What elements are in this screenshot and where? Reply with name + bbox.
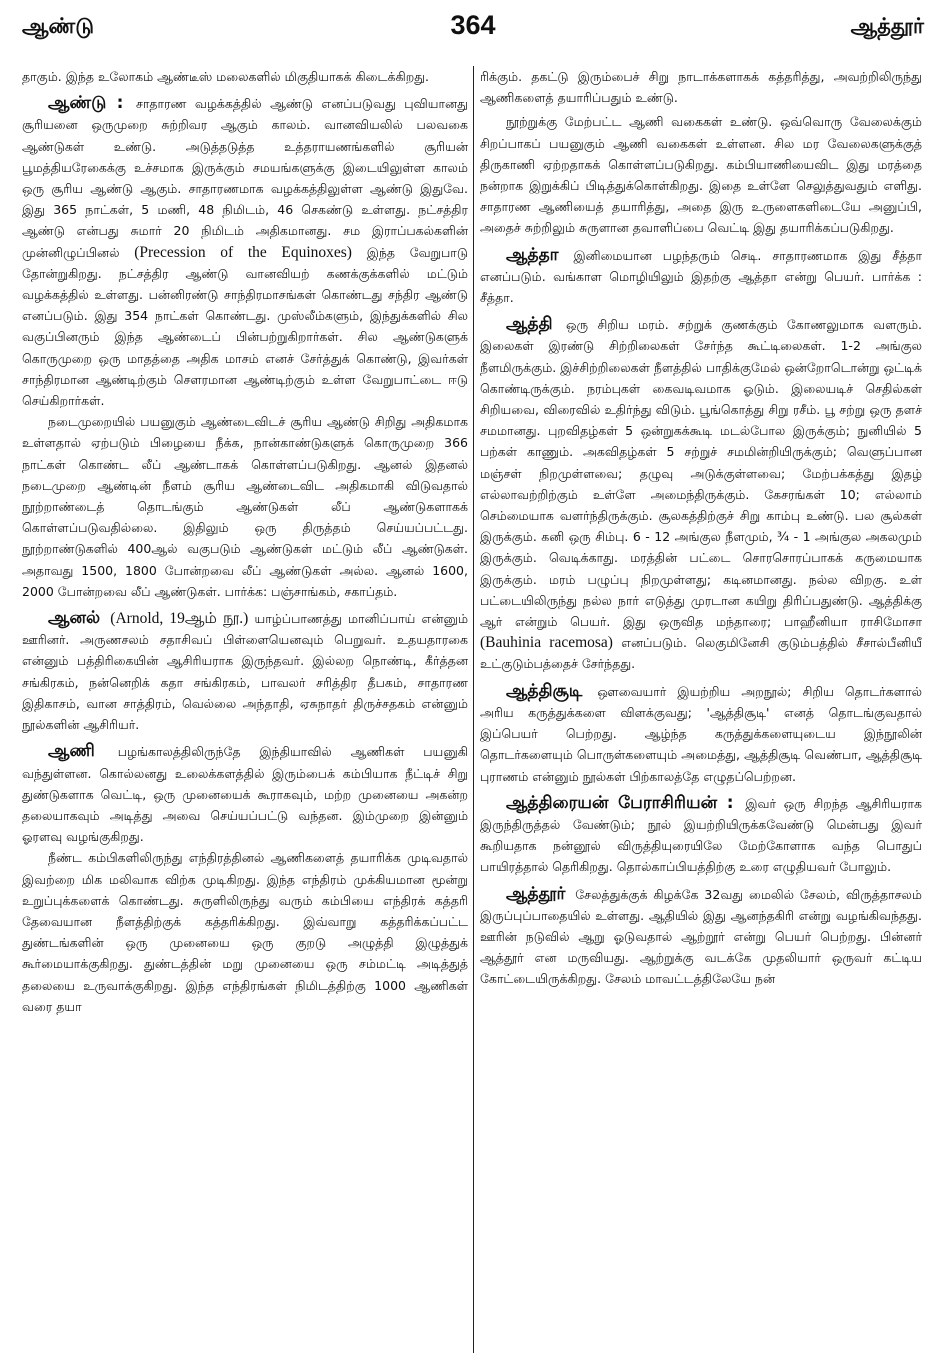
header-right-guide-word: ஆத்தூர் bbox=[850, 14, 924, 38]
entry-heading: ஆனல் bbox=[48, 608, 101, 629]
entry-aathur bbox=[480, 884, 922, 990]
entry-heading: ஆத்திசூடி bbox=[506, 680, 583, 701]
entry-text: ஔவையார் இயற்றிய அறநூல்; சிறிய தொடர்களால் அரிய கருத்துக்களை விளக்குவது; 'ஆத்திசூடி' எனத் தொடங்குவதால் இப்பெயர் பெற்றது. ஆழ்ந்த கருத்துக்களையுடைய இந்நூலின் தொடர்களையும் பொருள்களையும் அமைத்து, ஆத்திசூடி வெண்பா, ஆத்திசூடி புராணம் என்னும் நூல்கள் பிற்காலத்தே எழுதப்பெற்றன. bbox=[480, 683, 922, 784]
latin-term: (Bauhinia racemosa) bbox=[480, 634, 613, 652]
page-header bbox=[22, 8, 924, 48]
entry-paragraph: நீண்ட கம்பிகளிலிருந்து எந்திரத்தினல் ஆணிகளைத் தயாரிக்க முடிவதால் இவற்றை மிக மலிவாக விற்க முடிகிறது. இந்த எந்திரம் முக்கியமான மூன்று உறுப்புக்களைக் கொண்டது. சுருளிலிருந்து வரும் கம்பியை எந்திரக் கத்தரி தேவையான நீளத்திற்குக் கத்தரிக்கிறது. இவ்வாறு கத்தரிக்கப்பட்ட துண்டங்களின் ஒரு முனையை ஒரு குறடு அழுத்தி இழுத்துக் கூர்மையாக்குகிறது. துண்டத்தின் மறு முனையை ஒரு சம்மட்டி அடித்துத் தலையை உருவாக்குகிறது. இந்த எந்திரங்கள் நிமிடத்திற்கு 1000 ஆணிகள் வரை தயா bbox=[22, 850, 468, 1014]
entry-heading: ஆத்திரையன் பேராசிரியன் : bbox=[506, 792, 734, 813]
entry-text: சேலத்துக்குக் கிழக்கே 32வது மைலில் சேலம், விருத்தாசலம் இருப்புப்பாதையில் உள்ளது. ஆதியில் இது ஆனந்தகிரி என்று வழங்கிவந்தது. ஊரின் நடுவில் ஆறு ஓடுவதால் ஆற்றூர் என்று பெயர் பெற்றது. பின்னர் ஆத்தூர் என மருவியது. ஆற்றுக்கு வடக்கே முதலியார் ஒருவர் கட்டிய கோட்டையிருக்கிறது. சேலம் மாவட்டத்திலேயே நன் bbox=[480, 886, 922, 987]
entry-aathi bbox=[480, 314, 922, 674]
entry-text: யாழ்ப்பாணத்து மானிப்பாய் என்னும் ஊரினர். அருணசலம் சதாசிவப் பிள்ளையெனவும் பெறுவர். உதயதாரகை என்னும் பத்திரிகையின் ஆசிரியராக இருந்தவர். இல்லற நொண்டி, கீர்த்தன சங்கிரகம், நன்னெறிக் கதா சங்கிரகம், பாவலர் சரித்திர தீபகம், சாதாரண இதிகாசம், வான சாத்திரம், வெல்லை அந்தாதி, ஏசுநாதர் திருச்சதகம் என்னும் நூல்களின் ஆசிரியர். bbox=[22, 611, 468, 733]
entry-text: இந்த வேறுபாடு தோன்றுகிறது. நட்சத்திர ஆண்டு வானவியற் கணக்குக்களில் மட்டும் வழக்கத்தில் உள்ளது. பன்னிரண்டு சாந்திரமாசங்கள் கொண்டது சந்திர ஆண்டு எனப்படும். இது 354 நாட்கள் கொண்டது. முஸ்லீம்களும், இந்துக்களில் சில வகுப்பினரும் இந்த ஆண்டைப் பின்பற்றுகிறார்கள். சில ஆண்டுகளுக் கொருமுறை ஒரு மாதத்தை அதிக மாசம் எனச் சேர்த்துக் கொண்டு, இவர்கள் சாந்திரமான ஆண்டிற்கும் சௌரமான ஆண்டிற்கும் உள்ள வேறுபாட்டை ஈடு செய்கிறார்கள். bbox=[22, 244, 468, 409]
column-divider bbox=[473, 66, 474, 1353]
left-column bbox=[22, 66, 468, 1357]
continued-text: தாகும். இந்த உலோகம் ஆண்டீஸ் மலைகளில் மிகுதியாகக் கிடைக்கிறது. bbox=[22, 69, 430, 84]
entry-heading: ஆணி bbox=[48, 741, 95, 762]
latin-term: (Precession of the Equinoxes) bbox=[134, 243, 352, 261]
entry-paragraph: நடைமுறையில் பயனுகும் ஆண்டைவிடச் சூரிய ஆண்டு சிறிது அதிகமாக உள்ளதால் ஏற்படும் பிழையை நீக்க, நான்காண்டுகளுக் கொருமுறை 366 நாட்கள் கொண்ட லீப் ஆண்டாகக் கொள்ளப்படுகிறது. ஆனல் இதனல் நடைமுறை ஆண்டின் நீளம் சூரிய ஆண்டைவிட அதிகமாகி விடுவதால் நூற்றாண்டைத் தொடங்கும் ஆண்டுகள் லீப் ஆண்டுகளாகக் கொள்ளப்படுவதில்லை. இதிலும் ஒரு திருத்தம் செய்யப்பட்டது. நூற்றாண்டுகளில் 400ஆல் வகுபடும் ஆண்டுகள் மட்டும் லீப் ஆண்டுகள். அதாவது 1500, 1800 போன்றவை லீப் ஆண்டுகள் அல்ல. ஆனல் 1600, 2000 போன்றவை லீப் ஆண்டுகள். பார்க்க: பஞ்சாங்கம், சகாப்தம். bbox=[22, 414, 468, 599]
entry-text: ஒரு சிறிய மரம். சற்றுக் குணக்கும் கோணலுமாக வளரும். இலைகள் இரண்டு சிற்றிலைகள் சேர்ந்த கூட்டிலைகள். 1-2 அங்குல நீளமிருக்கும். இச்சிற்றிலைகள் நீளத்தில் பாதிக்குமேல் ஒன்றோடொன்று ஒட்டிக் கொண்டிருக்கும். நரம்புகள் கைவடிவமாக ஓடும். இலையடிச் செதில்கள் சிறியவை, விரைவில் உதிர்ந்து விடும். பூங்கொத்து சிறு ரசீம். பூ சற்று ஒரு தளச் சமமானது. புறவிதழ்கள் 5 ஒன்றுகக்கூடி மடல்போல இருக்கும்; நுனியில் 5 பற்கள் காணும். அகவிதழ்கள் 5 சற்றுச் சமமின்றியிருக்கும்; வெளுப்பான மஞ்சள் நிறமுள்ளவை; தழுவு அடுக்குள்ளவை; மேற்பக்கத்து இதழ் எல்லாவற்றிற்கும் உள்ளே அமைந்திருக்கும். கேசரங்கள் 10; எல்லாம் செம்மையாக வளர்ந்திருக்கும். சூலகத்திற்குச் சிறு காம்பு உண்டு. பல சூல்கள் இருக்கும். கனி ஒரு சிம்பு. 6 - 12 அங்குல நீளமும், ¾ - 1 அங்குல அகலமும் இருக்கும். வெடிக்காது. மரத்தின் பட்டை சொரசொரப்பாகக் கருமையாக இருக்கும். மரம் பழுப்பு நிறமுள்ளது; கடினமானது. நல்ல விறகு. உள் பட்டையிலிருந்து நல்ல நார் எடுத்து முரடான கயிறு திரிப்பதுண்டு. ஆத்திக்கு ஆர் என்றும் பெயர். இது ஒருவித மந்தாரை; பாஹீனியா ராசிமோசா bbox=[480, 317, 922, 630]
entry-text: சாதாரண வழக்கத்தில் ஆண்டு எனப்படுவது புவியானது சூரியனை ஒருமுறை சுற்றிவர ஆகும் காலம். வானவியலில் பலவகை ஆண்டுகள் உண்டு. அடுத்தடுத்த உத்தராயணங்களில் சூரியன் பூமத்தியரேகைக்கு உச்சமாக இருக்கும் சமயங்களுக்கு இடையிலுள்ள காலம் ஒரு சூரிய ஆண்டு ஆகும். சாதாரணமாக வழக்கத்திலுள்ள ஆண்டு இதுவே. இது 365 நாட்கள், 5 மணி, 48 நிமிடம், 46 செகண்டு உள்ளது. நட்சத்திர ஆண்டு என்பது சுமார் 20 நிமிடம் அதிகமானது. சம இராப்பகல்களின் முன்னிழுப்பினல் bbox=[22, 96, 468, 260]
right-column bbox=[480, 66, 922, 1357]
header-left-guide-word: ஆண்டு bbox=[22, 14, 95, 38]
entry-aathichudi bbox=[480, 681, 922, 787]
entry-text: பழங்காலத்திலிருந்தே இந்தியாவில் ஆணிகள் பயனுகி வந்துள்ளன. கொல்லனது உலைக்களத்தில் இரும்பைக் கம்பியாக நீட்டிச் சிறு துண்டுகளாக வெட்டி, ஒரு முனையைக் கூராகவும், மற்ற முனையை அகன்ற தலையாகவும் அடித்து அவை செய்யப்பட்டு வந்தன. இம்முறை இன்னும் ஓரளவு வழங்குகிறது. bbox=[22, 744, 468, 845]
entry-heading: ஆத்தூர் bbox=[506, 883, 566, 904]
latin-term: (Arnold, 19ஆம் நூ.) bbox=[110, 610, 249, 628]
entry-aatha bbox=[480, 245, 922, 309]
entry-heading: ஆத்தா bbox=[506, 244, 559, 265]
entry-text: எனப்படும். லெகுமினேசி குடும்பத்தில் சீசால்பீனியீ உட்குடும்பத்தைச் சேர்ந்தது. bbox=[480, 635, 922, 672]
entry-text: இவர் ஒரு சிறந்த ஆசிரியராக இருந்திருத்தல் வேண்டும்; நூல் இயற்றியிருக்கவேண்டு மென்பது இவர் கூறியதாக நன்னூல் விருத்தியுரையிலே மேற்கோளாக வந்த பொதுப் பாயிரத்தால் தெரிகிறது. தொல்காப்பியத்திற்கு உரை எழுதியவர் போலும். bbox=[480, 795, 922, 875]
continued-text: ரிக்கும். தகட்டு இரும்பைச் சிறு நாடாக்களாகக் கத்தரித்து, அவற்றிலிருந்து ஆணிகளைத் தயாரிப்பதும் உண்டு. bbox=[480, 69, 922, 106]
entry-aanal bbox=[22, 608, 468, 735]
entry-text: இனிமையான பழந்தரும் செடி. சாதாரணமாக இது சீத்தா எனப்படும். வங்காள மொழியிலும் இதற்கு ஆத்தா என்று பெயர். பார்க்க : சீத்தா. bbox=[480, 247, 922, 306]
entry-aathiraiyan bbox=[480, 793, 922, 878]
page-number: 364 bbox=[450, 10, 496, 40]
entry-heading: ஆத்தி bbox=[506, 314, 553, 335]
entry-aandu bbox=[22, 93, 468, 411]
entry-heading: ஆண்டு : bbox=[48, 93, 124, 114]
entry-paragraph: நூற்றுக்கு மேற்பட்ட ஆணி வகைகள் உண்டு. ஒவ்வொரு வேலைக்கும் சிறப்பாகப் பயனுகும் ஆணி வகைகள் உள்ளன. சில மர வேலைகளுக்குத் திருகாணி ஏற்றதாகக் கொள்ளப்படுகிறது. கம்பியாணியைவிட இது மரத்தை நன்றாக இறுக்கிப் பிடித்துக்கொள்கிறது. இதை உள்ளே செலுத்துவதும் எளிது. சாதாரண ஆணியைத் தயாரித்து, அதை இரு உருளைகளிடையே அனுப்பி, அதைச் சுற்றிலும் சுருளான தவாளிப்பை வெட்டி இது தயாரிக்கப்படுகிறது. bbox=[480, 114, 922, 236]
entry-aani bbox=[22, 741, 468, 847]
